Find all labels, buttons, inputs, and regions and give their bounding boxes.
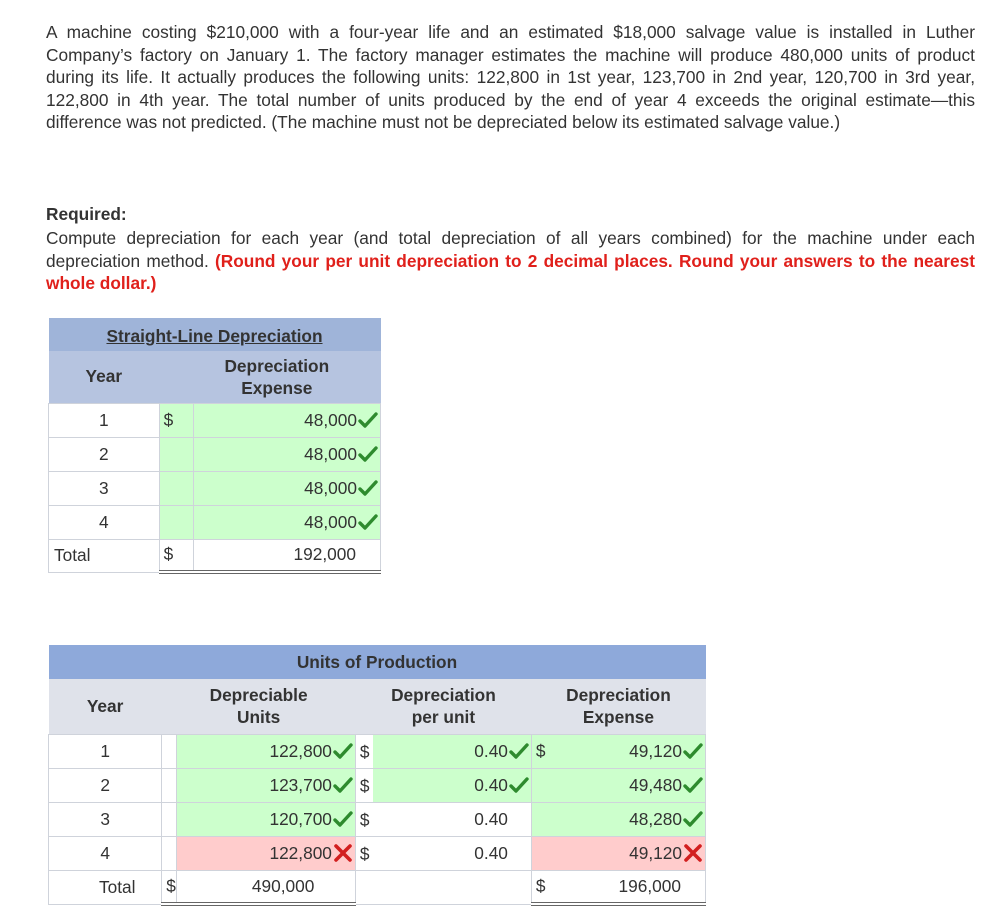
table-row [49,403,381,437]
uop-rate-input[interactable]: 0.40 [373,735,531,768]
sl-year-cell: 1 [49,403,160,437]
sl-dollar-cell [159,471,194,505]
sl-year-cell: 4 [49,505,160,539]
sl-dollar-cell: $ [159,403,194,437]
straight-line-table [48,318,381,574]
check-icon [358,445,378,463]
uop-total-expense: $ 196,000 [531,870,705,904]
uop-rate-input[interactable]: 0.40 [373,803,531,836]
uop-year-cell: 2 [49,768,162,802]
uop-rate-cell [355,768,531,802]
uop-spacer-cell [162,768,177,802]
uop-units-input[interactable]: 122,800 [176,734,355,768]
uop-rate-dollar: $ [359,809,370,830]
sl-dollar-cell [159,437,194,471]
straight-line-title: Straight-Line Depreciation [49,318,381,351]
problem-paragraph: A machine costing $210,000 with a four-year life and an estimated $18,000 salvage value is installed in Luther Company’s factory on January 1. The factory manager estimates the machine will produce 480,000 units of product during its life. It actually produces the following units: 122,800 in 1st year, 123,700 in 2nd year, 120,700 in 3rd year, 122,800 in 4th year. The total number of units produced by the end of year 4 exceeds the original estimate—this difference was not predicted. (The machine must not be depreciated below its estimated salvage value.) [46,22,975,132]
uop-rate-cell [355,734,531,768]
sl-year-cell: 3 [49,471,160,505]
no-mark [509,810,529,828]
uop-expense-input[interactable]: 49,480 [531,768,705,802]
uop-total-rate-empty [355,870,531,904]
uop-year-cell: 1 [49,734,162,768]
check-icon [358,411,378,429]
check-icon [358,513,378,531]
table-row [49,836,706,870]
uop-rate-input[interactable]: 0.40 [373,837,531,870]
sl-total-label: Total [49,539,160,572]
uop-units-input[interactable]: 120,700 [176,802,355,836]
sl-year-cell: 2 [49,437,160,471]
check-icon [333,810,353,828]
check-icon [509,776,529,794]
uop-rate-cell [355,802,531,836]
uop-rate-input[interactable]: 0.40 [373,769,531,802]
sl-expense-input[interactable]: 48,000 [194,403,381,437]
uop-total-label: Total [49,870,162,904]
uop-spacer-cell [162,802,177,836]
uop-year-header: Year [49,679,162,734]
uop-total-units: 490,000 [176,870,355,904]
required-instructions [46,227,975,295]
table-row [49,437,381,471]
table-row [49,471,381,505]
uop-rate-dollar: $ [359,775,370,796]
no-mark [509,844,529,862]
sl-total-expense: 192,000 [194,539,381,572]
table-row [49,768,706,802]
uop-units-input[interactable]: 123,700 [176,768,355,802]
uop-year-cell: 4 [49,836,162,870]
check-icon [683,776,703,794]
uop-title: Units of Production [49,645,706,679]
uop-rate-dollar: $ [359,843,370,864]
uop-rate-header: Depreciation per unit [355,679,531,734]
check-icon [333,742,353,760]
check-icon [333,776,353,794]
table-row [49,505,381,539]
units-of-production-table [48,645,706,906]
uop-expense-input[interactable]: $ 49,120 [531,734,705,768]
check-icon [683,810,703,828]
uop-rate-cell [355,836,531,870]
sl-year-header: Year [49,351,160,403]
check-icon [509,742,529,760]
uop-expense-dollar: $ [535,740,546,761]
uop-expense-input[interactable]: 49,120 [531,836,705,870]
uop-spacer-cell [162,836,177,870]
uop-units-header: Depreciable Units [162,679,356,734]
required-text: Compute depreciation for each year (and total depreciation of all years combined) for the machine under each depreciation method. [46,228,975,271]
uop-year-cell: 3 [49,802,162,836]
sl-expense-input[interactable]: 48,000 [194,471,381,505]
sl-expense-input[interactable]: 48,000 [194,437,381,471]
uop-expense-input[interactable]: 48,280 [531,802,705,836]
uop-spacer-cell [162,734,177,768]
uop-expense-header: Depreciation Expense [531,679,705,734]
sl-expense-input[interactable]: 48,000 [194,505,381,539]
uop-total-dollar: $ [162,870,177,904]
sl-dollar-cell [159,505,194,539]
required-heading: Required: [46,204,127,224]
rounding-note: (Round your per unit depreciation to 2 decimal places. Round your answers to the nearest whole dollar.) [46,250,975,293]
cross-icon [683,844,703,862]
sl-total-dollar: $ [159,539,194,572]
check-icon [358,479,378,497]
table-row [49,802,706,836]
cross-icon [333,844,353,862]
uop-units-input[interactable]: 122,800 [176,836,355,870]
check-icon [683,742,703,760]
uop-rate-dollar: $ [359,741,370,762]
table-row [49,734,706,768]
sl-expense-header: Depreciation Expense [159,351,380,403]
